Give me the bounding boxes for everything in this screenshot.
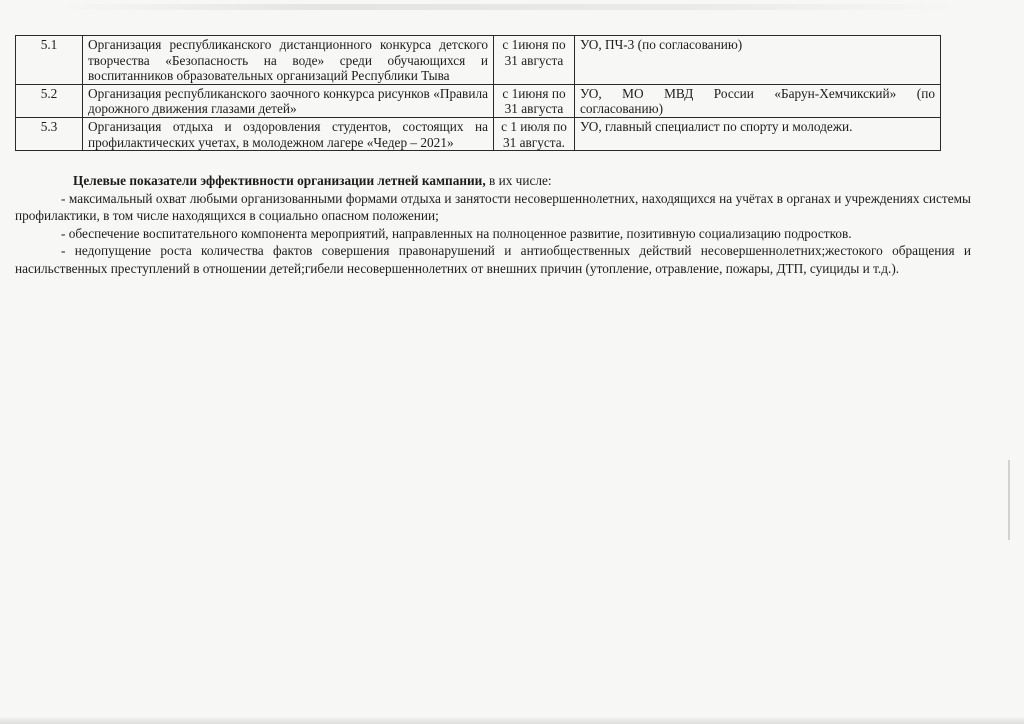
event-period: с 1июня по 31 августа — [494, 36, 575, 85]
indicators-heading-rest: в их числе: — [485, 173, 552, 188]
event-description: Организация республиканского заочного конкурса рисунков «Правила дорожного движения глазами детей» — [83, 84, 494, 117]
event-description: Организация республиканского дистанционного конкурса детского творчества «Безопасность на воде» среди обучающихся и воспитанников образовательных организаций Республики Тыва — [83, 36, 494, 85]
indicators-heading-bold: Целевые показатели эффективности организации летней кампании, — [73, 173, 486, 188]
event-period: с 1 июля по 31 августа. — [494, 117, 575, 150]
row-number: 5.1 — [16, 36, 83, 85]
event-period: с 1июня по 31 августа — [494, 84, 575, 117]
row-number: 5.3 — [16, 117, 83, 150]
indicators-section — [15, 172, 971, 278]
events-table — [15, 35, 941, 151]
table-row — [16, 36, 941, 85]
indicators-heading — [15, 172, 971, 190]
event-responsible: УО, ПЧ-3 (по согласованию) — [575, 36, 941, 85]
event-responsible: УО, главный специалист по спорту и молодежи. — [575, 117, 941, 150]
indicator-item: - максимальный охват любыми организованными формами отдыха и занятости несовершеннолетних, находящихся на учётах в органах и учреждениях системы профилактики, в том числе находящихся в социально опасном положении; — [15, 190, 971, 224]
row-number: 5.2 — [16, 84, 83, 117]
indicator-item: - обеспечение воспитательного компонента мероприятий, направленных на полноценное развитие, позитивную социализацию подростков. — [61, 225, 852, 241]
event-responsible: УО, МО МВД России «Барун-Хемчикский» (по согласованию) — [575, 84, 941, 117]
scan-top-edge-shadow — [60, 4, 960, 10]
scan-bottom-edge-shadow — [0, 716, 1024, 724]
table-row — [16, 84, 941, 117]
table-row — [16, 117, 941, 150]
indicator-item: - недопущение роста количества фактов совершения правонарушений и антиобщественных действий несовершеннолетних;жестокого обращения и насильственных преступлений в отношении детей;гибели несовершеннолетних от внешних причин (утопление, отравление, пожары, ДТП, суициды и т.д.). — [15, 243, 971, 276]
scan-margin-mark — [1008, 460, 1010, 540]
event-description: Организация отдыха и оздоровления студентов, состоящих на профилактических учетах, в молодежном лагере «Чедер – 2021» — [83, 117, 494, 150]
